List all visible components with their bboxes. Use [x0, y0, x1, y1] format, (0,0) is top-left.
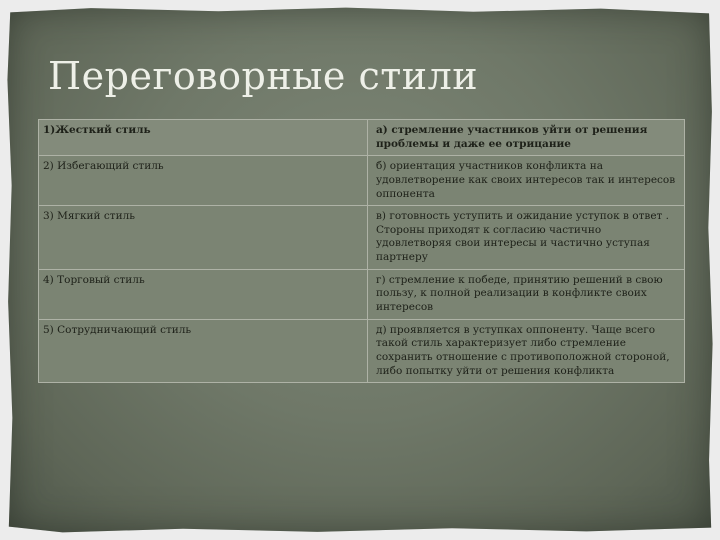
styles-table [38, 119, 685, 383]
slide-title: Переговорные стили [48, 54, 479, 98]
style-description-cell: д) проявляется в уступках оппоненту. Чаще всего такой стиль характеризует либо стремление сохранить отношение с противоположной стороной, либо попытку уйти от решения конфликта [368, 319, 685, 383]
table-row [39, 269, 685, 319]
table-row [39, 156, 685, 206]
style-name-cell: 5) Сотрудничающий стиль [39, 319, 368, 383]
style-name-cell: 2) Избегающий стиль [39, 156, 368, 206]
style-name-cell: 1)Жесткий стиль [39, 120, 368, 156]
table-row [39, 120, 685, 156]
style-description-cell: г) стремление к победе, принятию решений в свою пользу, к полной реализации в конфликте своих интересов [368, 269, 685, 319]
style-description-cell: а) стремление участников уйти от решения проблемы и даже ее отрицание [368, 120, 685, 156]
table-row [39, 319, 685, 383]
style-description-cell: в) готовность уступить и ожидание уступок в ответ . Стороны приходят к согласию частично удовлетворяя свои интересы и частично уступая партнеру [368, 206, 685, 270]
style-name-cell: 3) Мягкий стиль [39, 206, 368, 270]
table-row [39, 206, 685, 270]
style-name-cell: 4) Торговый стиль [39, 269, 368, 319]
style-description-cell: б) ориентация участников конфликта на удовлетворение как своих интересов так и интересов оппонента [368, 156, 685, 206]
